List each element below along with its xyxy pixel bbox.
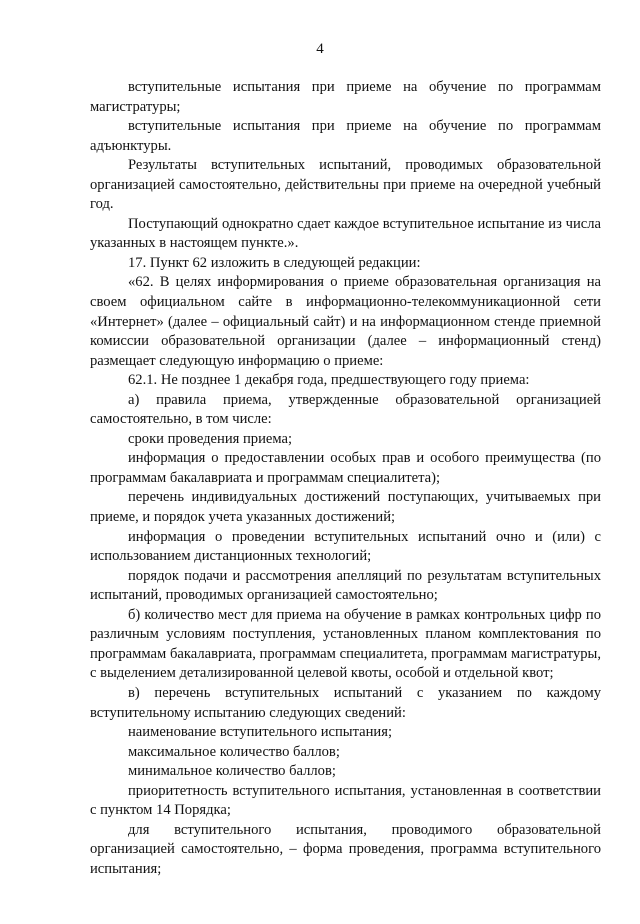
paragraph-3: Результаты вступительных испытаний, проводимых образовательной организацией самостоятельно, действительны при приеме на очередной учебный год. (90, 157, 601, 213)
paragraph-11: перечень индивидуальных достижений поступающих, учитываемых при приеме, и порядок учета указанных достижений; (90, 489, 601, 526)
paragraph-8: а) правила приема, утвержденные образовательной организацией самостоятельно, в том числе: (90, 391, 601, 428)
page-number: 4 (316, 41, 324, 57)
paragraph-12: информация о проведении вступительных испытаний очно и (или) с использованием дистанционных технологий; (90, 528, 601, 565)
paragraph-6: «62. В целях информирования о приеме образовательная организация на своем официальном сайте в информационно-телекоммуникационной сети «Интернет» (далее – официальный сайт) и на информационном стенде приемной комиссии образовательной организации (далее – информационный стенд) размещает следующую информацию о приеме: (90, 274, 601, 369)
paragraph-13: порядок подачи и рассмотрения апелляций по результатам вступительных испытаний, проводимых организацией самостоятельно; (90, 567, 601, 604)
paragraph-16: наименование вступительного испытания; (128, 724, 393, 741)
paragraph-4: Поступающий однократно сдает каждое вступительное испытание из числа указанных в настоящем пункте.». (90, 215, 601, 252)
paragraph-5: 17. Пункт 62 изложить в следующей редакции: (128, 254, 421, 271)
paragraph-14: б) количество мест для приема на обучение в рамках контрольных цифр по различным условиям поступления, установленных планом комплектования по программам бакалавриата, программам специалитета, программам магистратуры, с выделением детализированной целевой квоты, особой и отдельной квот; (90, 606, 601, 682)
paragraph-7: 62.1. Не позднее 1 декабря года, предшествующего году приема: (128, 372, 530, 389)
paragraph-19: приоритетность вступительного испытания, установленная в соответствии с пунктом 14 Порядка; (90, 782, 601, 819)
paragraph-9: сроки проведения приема; (128, 430, 293, 447)
paragraph-15: в) перечень вступительных испытаний с указанием по каждому вступительному испытанию следующих сведений: (90, 684, 601, 721)
paragraph-2: вступительные испытания при приеме на обучение по программам адъюнктуры. (90, 118, 601, 154)
paragraph-17: максимальное количество баллов; (128, 743, 340, 760)
paragraph-20: для вступительного испытания, проводимого образовательной организацией самостоятельно, – форма проведения, программа вступительного испытания; (90, 821, 601, 877)
document-body (90, 78, 601, 879)
paragraph-1: вступительные испытания при приеме на обучение по программам магистратуры; (90, 79, 601, 115)
paragraph-10: информация о предоставлении особых прав и особого преимущества (по программам бакалавриата и программам специалитета); (90, 450, 601, 486)
paragraph-18: минимальное количество баллов; (128, 763, 336, 780)
